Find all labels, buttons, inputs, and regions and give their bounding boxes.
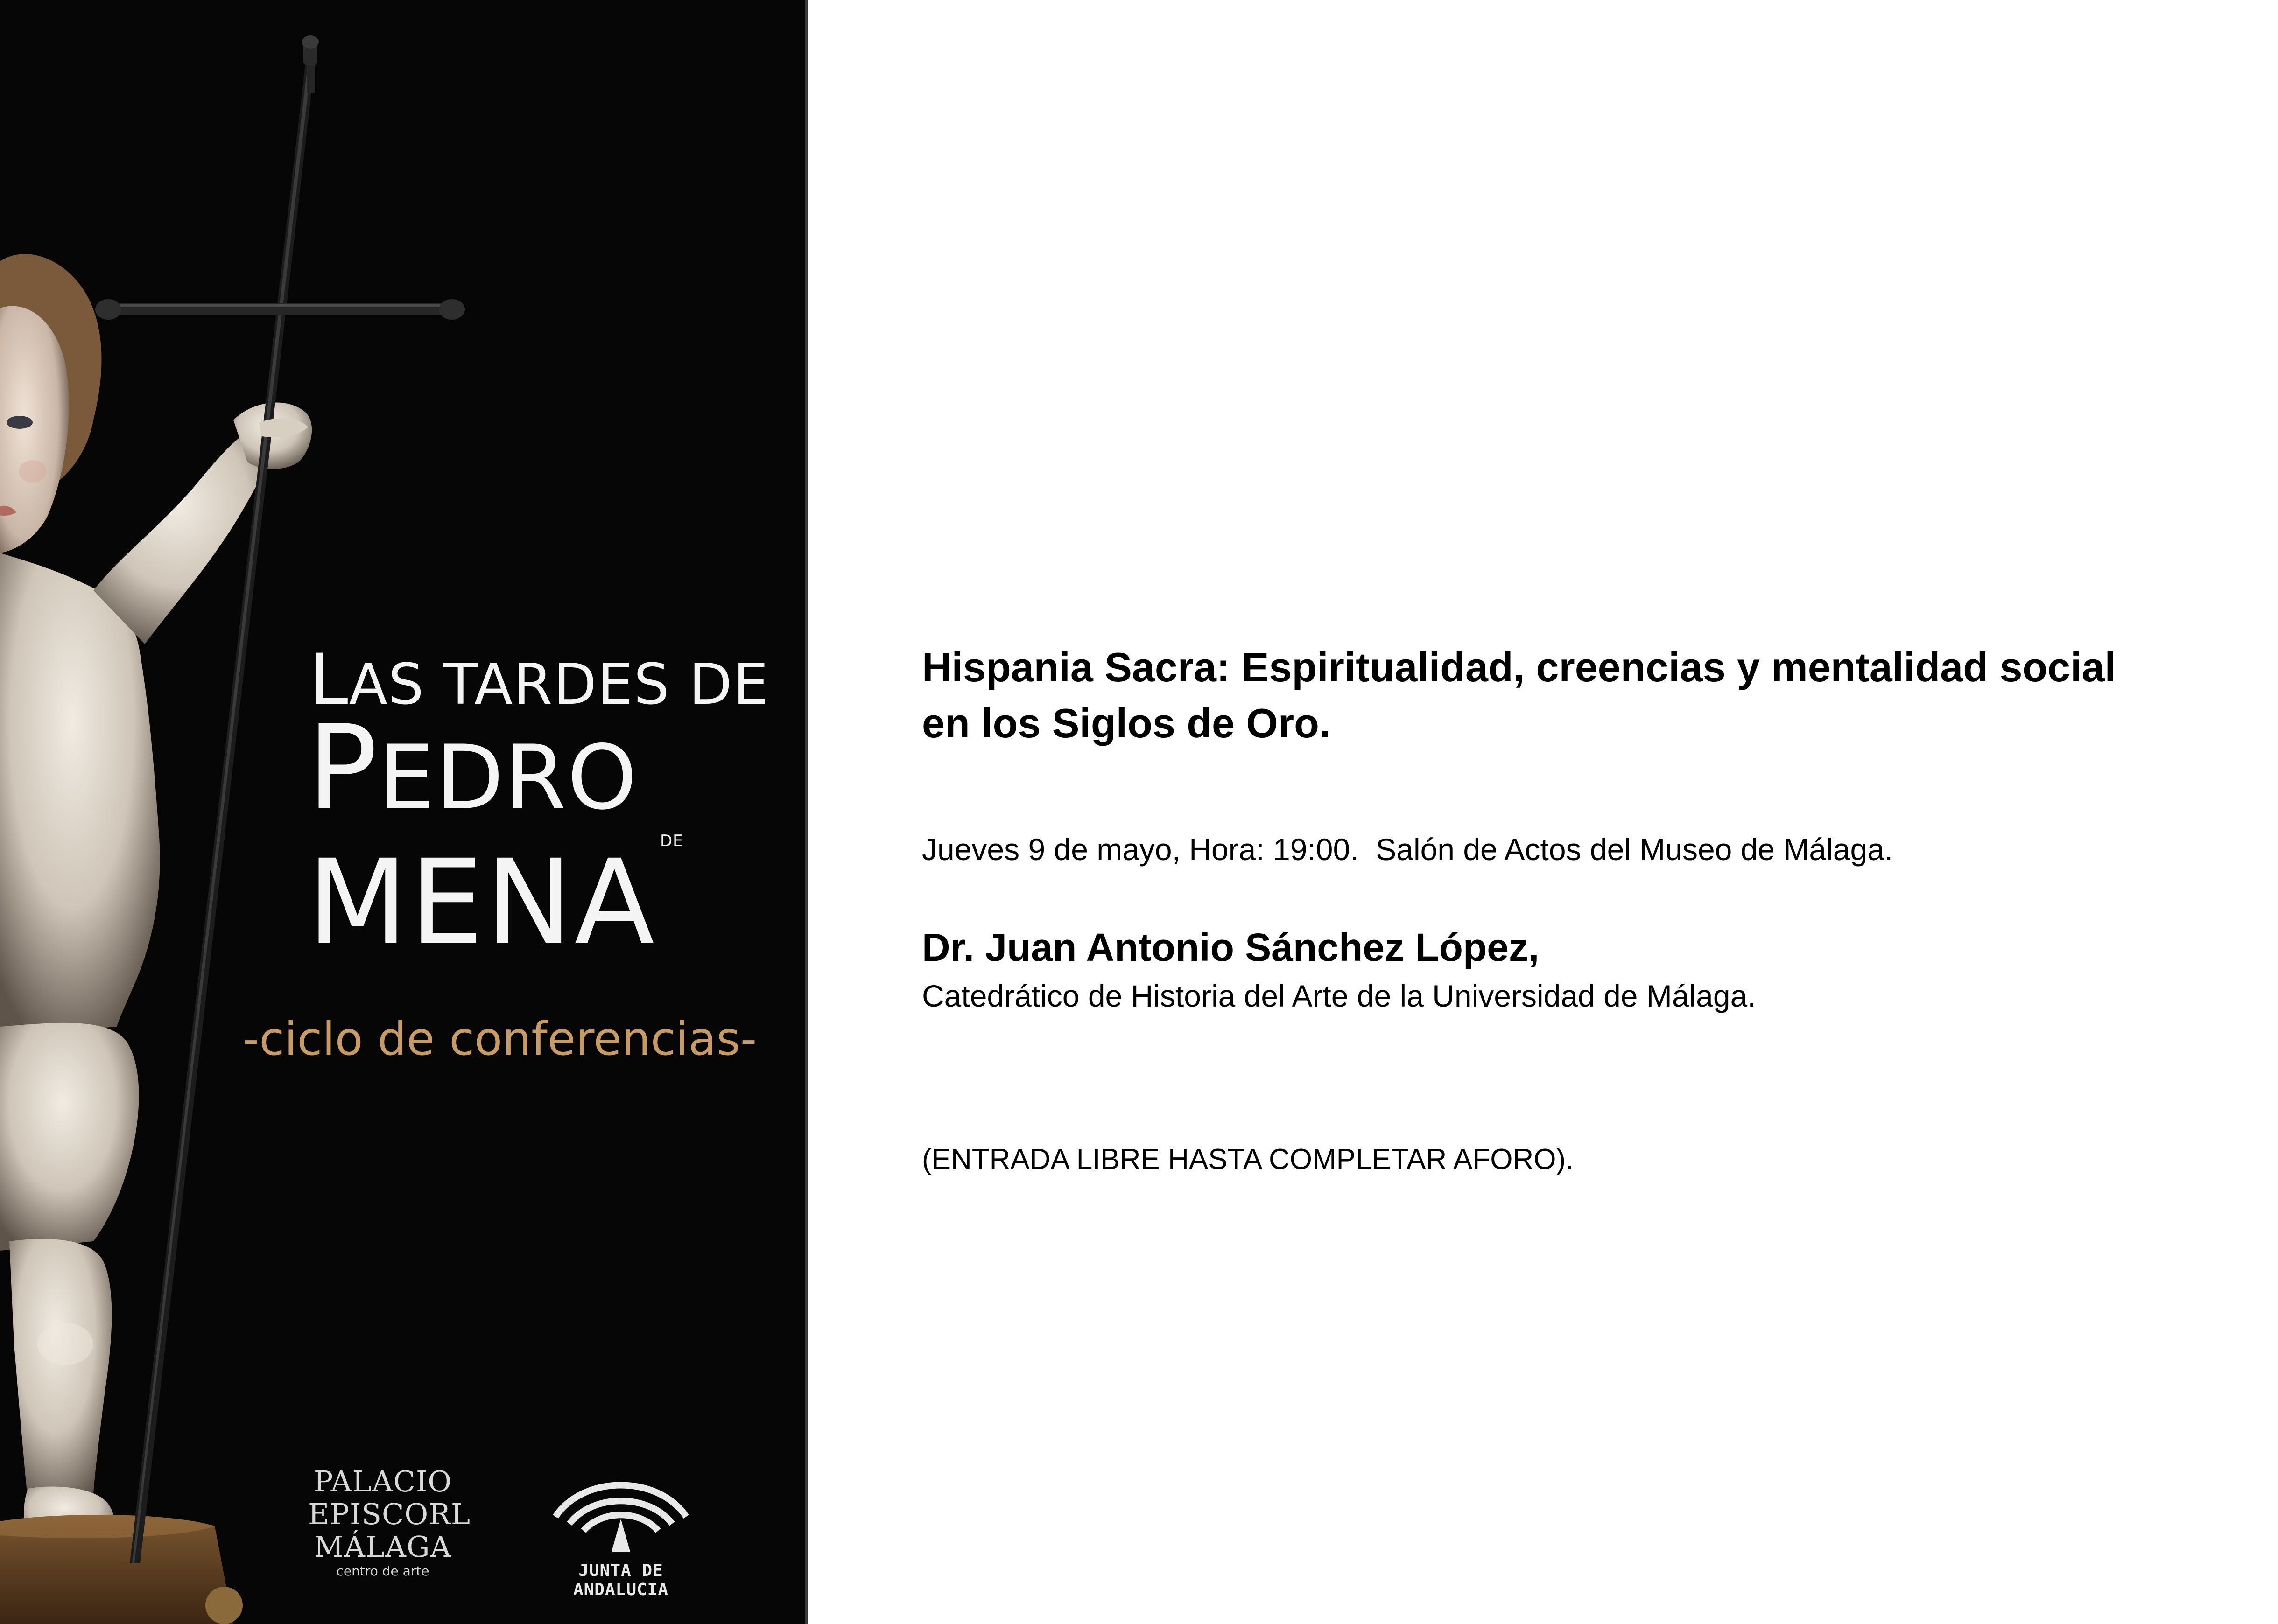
lecture-title: Hispania Sacra: Espiritualidad, creencias y mentalidad social en los Siglos de Oro. (922, 644, 2116, 746)
poster-title-line1: LAS TARDES DE (309, 639, 770, 721)
junta-de-andalucia-logo (527, 1461, 714, 1599)
junta-text: JUNTA DE ANDALUCIA (573, 1561, 669, 1599)
event-date-venue: Jueves 9 de mayo, Hora: 19:00. Salón de Actos del Museo de Málaga. (922, 832, 1893, 867)
speaker-name: Dr. Juan Antonio Sánchez López, (922, 925, 1540, 969)
entry-note: (ENTRADA LIBRE HASTA COMPLETAR AFORO). (922, 1143, 1574, 1176)
poster-title-line2: PEDRO (307, 700, 638, 836)
panel-divider (805, 0, 808, 1624)
poster-title-de: DE (660, 832, 683, 850)
junta-arch-icon (546, 1461, 696, 1559)
poster-panel (0, 0, 805, 1624)
poster-subtitle: -ciclo de conferencias- (243, 1013, 757, 1066)
poster-title-line3: MENA (307, 834, 656, 970)
palacio-episcopal-logo: PALACIO EPISCORL MÁLAGA centro de arte (308, 1464, 471, 1579)
speaker-role: Catedrático de Historia del Arte de la Universidad de Málaga. (922, 979, 1756, 1013)
